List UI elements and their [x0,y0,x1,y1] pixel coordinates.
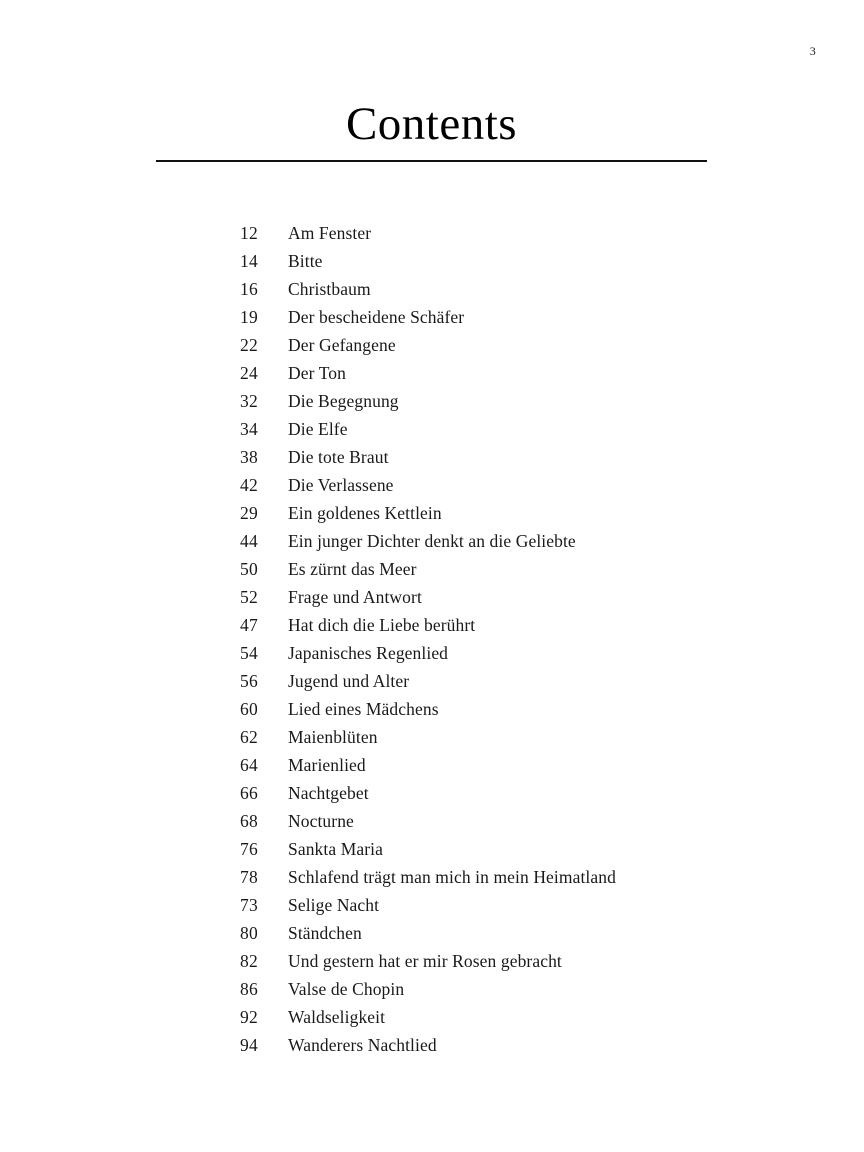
toc-entry[interactable] [240,919,800,947]
toc-entry[interactable] [240,387,800,415]
toc-entry[interactable] [240,947,800,975]
toc-entry-page-number: 54 [240,643,258,663]
toc-entry[interactable] [240,863,800,891]
toc-entry-title: Der Gefangene [288,335,396,355]
toc-entry-page-number: 62 [240,727,258,747]
contents-heading-block [156,100,707,170]
toc-entry-page-number: 56 [240,671,258,691]
toc-entry-page-number: 86 [240,979,258,999]
toc-entry-page-number: 24 [240,363,258,383]
toc-entry-page-number: 68 [240,811,258,831]
toc-entry[interactable] [240,499,800,527]
toc-entry-page-number: 76 [240,839,258,859]
toc-entry[interactable] [240,891,800,919]
toc-entry[interactable] [240,807,800,835]
toc-entry[interactable] [240,331,800,359]
toc-entry-title: Es zürnt das Meer [288,559,417,579]
toc-entry[interactable] [240,723,800,751]
toc-entry-page-number: 50 [240,559,258,579]
toc-entry[interactable] [240,527,800,555]
toc-entry-title: Ein goldenes Kettlein [288,503,442,523]
toc-entry[interactable] [240,611,800,639]
toc-entry-page-number: 44 [240,531,258,551]
toc-entry-title: Waldseligkeit [288,1007,386,1027]
toc-entry-title: Lied eines Mädchens [288,699,439,719]
toc-entry-page-number: 38 [240,447,258,467]
toc-entry-page-number: 82 [240,951,258,971]
toc-entry[interactable] [240,1031,800,1059]
toc-entry[interactable] [240,555,800,583]
toc-entry-title: Nachtgebet [288,783,369,803]
toc-entry[interactable] [240,975,800,1003]
toc-entry-page-number: 16 [240,279,258,299]
toc-entry-title: Christbaum [288,279,371,299]
toc-entry[interactable] [240,415,800,443]
heading-divider [156,160,707,162]
toc-entry-title: Schlafend trägt man mich in mein Heimatland [288,867,616,887]
page-title: Contents [345,98,518,150]
toc-entry-title: Marienlied [288,755,366,775]
toc-entry[interactable] [240,779,800,807]
toc-entry-page-number: 22 [240,335,258,355]
toc-entry-title: Jugend und Alter [288,671,410,691]
toc-entry-title: Japanisches Regenlied [288,643,449,663]
toc-entry-page-number: 80 [240,923,258,943]
toc-entry-title: Der Ton [288,363,346,383]
toc-entry-page-number: 29 [240,503,258,523]
toc-entry[interactable] [240,303,800,331]
toc-entry-title: Wanderers Nachtlied [288,1035,437,1055]
toc-entry[interactable] [240,219,800,247]
toc-entry-page-number: 73 [240,895,258,915]
toc-entry[interactable] [240,835,800,863]
toc-entry-title: Hat dich die Liebe berührt [288,615,476,635]
toc-entry-page-number: 42 [240,475,258,495]
toc-entry-page-number: 78 [240,867,258,887]
toc-entry-title: Am Fenster [288,223,372,243]
toc-entry-title: Sankta Maria [288,839,383,859]
toc-entry-page-number: 92 [240,1007,258,1027]
toc-entry-page-number: 64 [240,755,258,775]
toc-entry-page-number: 14 [240,251,258,271]
toc-entry-title: Der bescheidene Schäfer [288,307,465,327]
toc-entry-title: Nocturne [288,811,354,831]
toc-entry-title: Ständchen [288,923,362,943]
toc-entry-title: Die Begegnung [288,391,399,411]
toc-entry[interactable] [240,471,800,499]
toc-entry[interactable] [240,247,800,275]
toc-entry-page-number: 34 [240,419,258,439]
toc-entry[interactable] [240,359,800,387]
toc-entry-title: Die Elfe [288,419,348,439]
toc-entry-page-number: 32 [240,391,258,411]
toc-entry-title: Frage und Antwort [288,587,422,607]
toc-entry[interactable] [240,443,800,471]
toc-entry-title: Ein junger Dichter denkt an die Geliebte [288,531,576,551]
toc-entry-page-number: 47 [240,615,258,635]
toc-entry-title: Valse de Chopin [288,979,405,999]
toc-entry-page-number: 19 [240,307,258,327]
page-number: 3 [809,44,816,58]
toc-entry-title: Selige Nacht [288,895,380,915]
toc-entry-page-number: 66 [240,783,258,803]
toc-entry[interactable] [240,639,800,667]
toc-entry[interactable] [240,695,800,723]
toc-entry-title: Die Verlassene [288,475,394,495]
toc-entry-title: Die tote Braut [288,447,389,467]
toc-entry-page-number: 12 [240,223,258,243]
toc-entry-page-number: 94 [240,1035,258,1055]
toc-entry[interactable] [240,275,800,303]
toc-entry[interactable] [240,583,800,611]
toc-entry-title: Und gestern hat er mir Rosen gebracht [288,951,562,971]
toc-entry-title: Maienblüten [288,727,378,747]
toc-entry-page-number: 60 [240,699,258,719]
toc-entry[interactable] [240,751,800,779]
toc-entry[interactable] [240,1003,800,1031]
toc-entry-title: Bitte [288,251,323,271]
toc-entry[interactable] [240,667,800,695]
table-of-contents [240,219,800,1059]
toc-entry-page-number: 52 [240,587,258,607]
